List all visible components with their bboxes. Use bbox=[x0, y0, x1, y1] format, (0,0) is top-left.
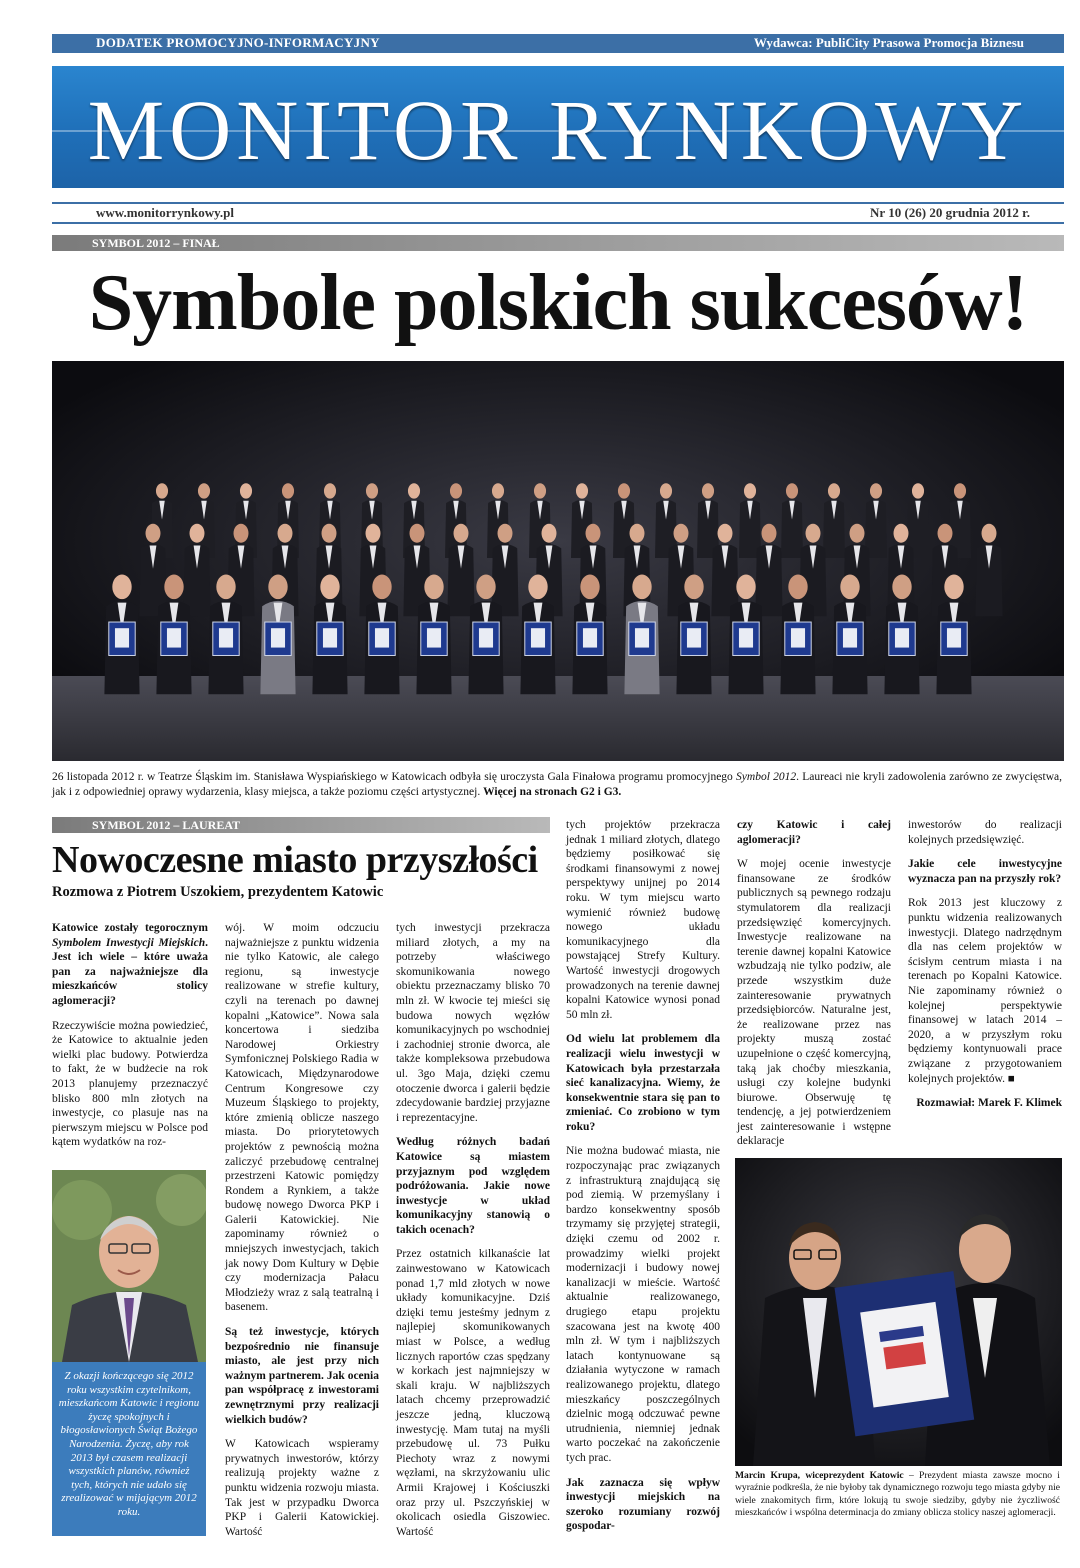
guest-head bbox=[454, 524, 469, 543]
holiday-greeting-box bbox=[52, 1362, 206, 1536]
guest-head bbox=[450, 483, 462, 498]
guest-head bbox=[408, 483, 420, 498]
guest-head bbox=[788, 575, 807, 600]
guest-head bbox=[424, 575, 443, 600]
question-1-end: . Jest ich wiele – które uważa pan za najważniejsze dla mieszkańców stolicy aglomeracji? bbox=[52, 936, 208, 1007]
guest-head bbox=[894, 524, 909, 543]
award-plaque-insert bbox=[323, 628, 337, 647]
guest-head bbox=[198, 483, 210, 498]
guest-head bbox=[762, 524, 777, 543]
guest-head bbox=[684, 575, 703, 600]
guest-head bbox=[112, 575, 131, 600]
guest-head bbox=[320, 575, 339, 600]
holiday-greeting-text: Z okazji kończącego się 2012 roku wszystkim czytelnikom, mieszkańcom Katowic i regionu życzę spokojnych i błogosławionych Świąt Bożego Narodzenia. Życzę, aby rok 2013 był czasem realizacji wszystkich planów, również tych, których nie udało się zrealizować w mijającym 2012 roku. bbox=[58, 1370, 200, 1518]
section-label-laureat bbox=[52, 817, 550, 833]
guest-head bbox=[892, 575, 911, 600]
article-column-5 bbox=[737, 818, 891, 1159]
guest-head bbox=[498, 524, 513, 543]
award-plaque-insert bbox=[375, 628, 389, 647]
section-label-final bbox=[52, 235, 1064, 251]
answer-3: Przez ostatnich kilkanaście lat zainwestowano w Katowicach ponad 1,7 mld złotych w nowe układy komunikacyjne. Dziś dzięki temu jesteśmy jednym z najlepiej skomunikowanych miast w Polsce, a według licznych raportów czas spędzany w korkach jest najmniejszy w skali kraju. W najbliższych latach chcemy przeprowadzić jeszcze jedną, kluczową inwestycję. Mam tutaj na myśli przebudowę ul. 73 Pułku Piechoty wraz z nowymi węzłami, na skrzyżowaniu ulic Armii Krajowej i Kościuszki oraz przy ul. Pszczyńskiej w okolicach osiedla Giszowiec. Wartość bbox=[396, 1248, 550, 1538]
photo-caption bbox=[52, 770, 1062, 800]
guest-head bbox=[840, 575, 859, 600]
award-plaque-insert bbox=[843, 628, 857, 647]
guest-head bbox=[736, 575, 755, 600]
caption-text-2: . Laureaci nie kryli zadowolenia zarówno ze zwycięstwa, jak i z odpowiedniej oprawy wydarzenia, klasy miejsca, a także poziomu części artystycznej. bbox=[52, 771, 1063, 798]
guest-head bbox=[870, 483, 882, 498]
supplement-label: DODATEK PROMOCYJNO-INFORMACYJNY bbox=[96, 35, 380, 50]
guest-head bbox=[674, 524, 689, 543]
award-plaque-insert bbox=[687, 628, 701, 647]
guest-head bbox=[786, 483, 798, 498]
guest-head bbox=[366, 524, 381, 543]
guest-head bbox=[828, 483, 840, 498]
website-url[interactable]: www.monitorrynkowy.pl bbox=[96, 205, 234, 220]
guest-head bbox=[806, 524, 821, 543]
guest-head bbox=[580, 575, 599, 600]
answer-3-cont: tych projektów przekracza jednak 1 miliard złotych, dlatego będziemy posiłkować się środkami finansowymi z nowej perspektywy unijnej po 2014 roku. W tym miejscu warto wymienić również budowę nowego układu komunikacyjnego dla powstającej Strefy Kultury. Wartość inwestycji drogowych prowadzonych na terenie dawnej kopalni Katowice wynosi ponad 50 mln zł. bbox=[566, 819, 720, 1021]
article-column-1 bbox=[52, 921, 208, 1160]
answer-5: W mojej ocenie inwestycje finansowane ze środków publicznych są pewnego rodzaju stymulatorem dla realizacji przedsięwzięć komercyjnych. Inwestycje realizowane na terenie dawnej kopalni Katowice wzbudzają nie tylko podziw, ale przede wszystkim duże zainteresowanie prywatnych przedsiębiorców. Naturalne jest, że realizowane przez nas projekty muszą zostać uzupełnione o część komercyjną, taką jak choćby mieszkania, usługi czy kolejne budynki biurowe. Obserwuję tę tendencję, a jej potwierdzeniem jest zainteresowanie i wstępne deklaracje bbox=[737, 858, 891, 1148]
award-caption-name: Marcin Krupa, wiceprezydent Katowic bbox=[735, 1470, 904, 1481]
guest-head bbox=[542, 524, 557, 543]
guest-head bbox=[702, 483, 714, 498]
award-plaque-insert bbox=[635, 628, 649, 647]
masthead bbox=[52, 66, 1064, 188]
portrait-illustration bbox=[52, 1170, 206, 1362]
caption-text: 26 listopada 2012 r. w Teatrze Śląskim im. Stanisława Wyspiańskiego w Katowicach odbyła się uroczysta Gala Finałowa programu promocyjnego bbox=[52, 771, 737, 783]
guest-head bbox=[630, 524, 645, 543]
guest-head bbox=[660, 483, 672, 498]
article-column-2 bbox=[225, 921, 379, 1549]
masthead-title: MONITOR RYNKOWY bbox=[87, 82, 1029, 178]
interviewer-byline: Rozmawiał: Marek F. Klimek bbox=[916, 1097, 1062, 1110]
guest-head bbox=[528, 575, 547, 600]
guest-head bbox=[268, 575, 287, 600]
question-5: Jak zaznacza się wpływ inwestycji miejskich na szeroko rozumiany rozwój gospodar- bbox=[566, 1476, 720, 1533]
award-plaque-insert bbox=[479, 628, 493, 647]
main-headline: Symbole polskich sukcesów! bbox=[88, 259, 1028, 347]
section-label-text: SYMBOL 2012 – FINAŁ bbox=[92, 236, 220, 250]
award-plaque-insert bbox=[583, 628, 597, 647]
guest-head bbox=[632, 575, 651, 600]
answer-2-cont: tych inwestycji przekracza miliard złotych, a my na potrzeby właściwego skomunikowania nowego obiektu przeznaczamy blisko 70 mln zł. W kwocie tej mieści się budowa nowych węzłów komunikacyjnych po wschodniej i zachodniej stronie dworca, ale także kompleksowa przebudowa ul. 3go Maja, dzięki czemu otoczenie dworca i galerii będzie zdecydowanie bardziej przyjazne i reprezentacyjne. bbox=[396, 922, 550, 1124]
guest-head bbox=[322, 524, 337, 543]
guest-head bbox=[618, 483, 630, 498]
question-1-italic: Symbolem Inwestycji Miejskich bbox=[52, 936, 206, 949]
award-plaque-insert bbox=[947, 628, 961, 647]
question-1: Katowice zostały tegorocznym bbox=[52, 922, 208, 934]
answer-4: Nie można budować miasta, nie rozpoczynając prac związanych z infrastrukturą znajdującą się pod ziemią. W przemyślany i bardzo konsekwentny sposób trzymamy się przyjętej strategii, dzięki czemu od 2002 r. prowadzimy wielki projekt modernizacji i budowy nowej kanalizacji w mieście. Wartość aktualnie realizowanego, drugiego etapu projektu szacowana jest na kwotę 400 mln zł. W tym i najbliższych latach kontynuowane są działania wytyczone w ramach realizowanego projektu, dlatego mieszkańcy poszczególnych dzielnic mogą odczuwać pewne utrudnienia, niemniej jednak warto poczekać na zakończenie tych prac. bbox=[566, 1145, 720, 1464]
award-caption-text: – Prezydent miasta zawsze mocno i wyraźnie podkreśla, że nie byłoby tak dynamicznego rozwoju tego miasta gdyby nie wiele znakomitych firm, które lokują tu swoje siedziby, gdyby nie życzliwość mieszkańców i wspólna determinacja do zmiany oblicza stolicy naszej aglomeracji. bbox=[735, 1470, 1060, 1519]
guest-head bbox=[164, 575, 183, 600]
award-handover-photo bbox=[735, 1158, 1062, 1466]
article-subtitle: Rozmowa z Piotrem Uszokiem, prezydentem Katowic bbox=[52, 884, 384, 900]
guest-head bbox=[586, 524, 601, 543]
article-column-4 bbox=[566, 818, 720, 1544]
portrait-photo-president bbox=[52, 1170, 206, 1362]
award-plaque-insert bbox=[167, 628, 181, 647]
guest-head bbox=[216, 575, 235, 600]
guest-head bbox=[576, 483, 588, 498]
guest-head bbox=[476, 575, 495, 600]
guest-head bbox=[938, 524, 953, 543]
article-headline: Nowoczesne miasto przyszłości bbox=[52, 839, 538, 881]
answer-5-cont: inwestorów do realizacji kolejnych przedsięwzięć. bbox=[908, 819, 1062, 846]
guest-head bbox=[190, 524, 205, 543]
guest-head bbox=[278, 524, 293, 543]
guest-head bbox=[366, 483, 378, 498]
award-plaque-insert bbox=[739, 628, 753, 647]
question-3: Według różnych badań Katowice są miastem przyjaznym pod względem podróżowania. Jakie nowe inwestycje w układ komunikacyjny stanowią o takich ocenach? bbox=[396, 1136, 550, 1236]
guest-head bbox=[410, 524, 425, 543]
award-plaque-insert bbox=[895, 628, 909, 647]
section-label-text-2: SYMBOL 2012 – LAUREAT bbox=[92, 818, 241, 832]
answer-1: Rzeczywiście można powiedzieć, że Katowice to aktualnie jeden wielki plac budowy. Potwierdza to fakt, że w budżecie na rok 2013 planujemy przeznaczyć blisko 800 mln złotych na inwestycje, co plasuje nas na pierwszym miejscu w Polsce pod kątem wydatków na roz- bbox=[52, 1019, 208, 1149]
answer-1-cont: wój. W moim odczuciu najważniejsze z punktu widzenia nie tylko Katowic, ale całego regionu, są inwestycje realizowane w strefie kultury, czyli na terenach po dawnej kopalni „Katowice”. Nowa sala koncertowa i siedziba Narodowej Orkiestry Symfonicznej Polskiego Radia w Katowicach, Międzynarodowe Centrum Kongresowe czy Muzeum Śląskiego to projekty, które zmienią oblicze naszego miasta. Do priorytetowych projektów z pewnością można zaliczyć przebudowę centralnej przestrzeni Katowic pomiędzy Rondem a Rynkiem, a także budowę nowego Dworca PKP i Galerii Katowickiej. Nie zapominamy również o mniejszych inwestycjach, takich jak nowy Dom Kultury w Dębie czy modernizacja Pałacu Młodzieży wraz z salą teatralną i basenem. bbox=[225, 922, 379, 1314]
award-plaque-insert bbox=[115, 628, 129, 647]
question-6: Jakie cele inwestycyjne wyznacza pan na przyszły rok? bbox=[908, 858, 1062, 885]
guest-head bbox=[146, 524, 161, 543]
guest-head bbox=[240, 483, 252, 498]
guest-head bbox=[372, 575, 391, 600]
guest-head bbox=[534, 483, 546, 498]
guest-head bbox=[850, 524, 865, 543]
caption-more-link: Więcej na stronach G2 i G3. bbox=[483, 786, 622, 798]
question-2: Są też inwestycje, których bezpośrednio nie finansuje miasto, ale jest przy nich ważnym partnerem. Jak ocenia pan współpracę z inwestorami zewnętrznymi przy realizacji wielkich budów? bbox=[225, 1326, 379, 1426]
award-plaque-insert bbox=[791, 628, 805, 647]
guest-head bbox=[492, 483, 504, 498]
article-column-3 bbox=[396, 921, 550, 1549]
article-column-6 bbox=[908, 818, 1062, 1121]
guest-head bbox=[718, 524, 733, 543]
guest-head bbox=[912, 483, 924, 498]
award-plaque-insert bbox=[531, 628, 545, 647]
question-4: Od wielu lat problemem dla realizacji wielu inwestycji w Katowicach była przestarzała sieć kanalizacyjna. Wiemy, że konsekwentnie stara się pan to zmieniać. Co zrobiono w tym roku? bbox=[566, 1033, 720, 1133]
issue-number: Nr 10 (26) 20 grudnia 2012 r. bbox=[870, 205, 1030, 220]
award-plaque-insert bbox=[219, 628, 233, 647]
award-plaque-insert bbox=[427, 628, 441, 647]
question-5-end: czy Katowic i całej aglomeracji? bbox=[737, 819, 891, 846]
guest-head bbox=[954, 483, 966, 498]
top-banner bbox=[52, 34, 1064, 53]
guest-head bbox=[234, 524, 249, 543]
guest-head bbox=[944, 575, 963, 600]
issue-line bbox=[52, 202, 1064, 224]
guest-head bbox=[156, 483, 168, 498]
award-photo-caption bbox=[735, 1470, 1060, 1520]
guest-head bbox=[744, 483, 756, 498]
caption-italic: Symbol 2012 bbox=[736, 771, 797, 783]
gala-group-photo bbox=[52, 361, 1064, 761]
guest-head bbox=[982, 524, 997, 543]
gala-photo-illustration bbox=[52, 361, 1064, 761]
guest-head bbox=[282, 483, 294, 498]
publisher-label: Wydawca: PubliCity Prasowa Promocja Biznesu bbox=[753, 35, 1024, 50]
award-photo-illustration bbox=[735, 1158, 1062, 1466]
answer-6: Rok 2013 jest kluczowy z punktu widzenia realizowanych inwestycji. Dlatego nadrzędnym dla nas celem projektów w ścisłym centrum miasta i na terenach po Kopalni Katowice. Nie zapominamy również o kolejnej perspektywie finansowej w latach 2014 – 2020, a w przyszłym roku będziemy kontynuowali prace związane z przygotowaniem kolejnych projektów. ■ bbox=[908, 897, 1062, 1085]
award-plaque-insert bbox=[271, 628, 285, 647]
guest-head bbox=[324, 483, 336, 498]
answer-2: W Katowicach wspieramy prywatnych inwestorów, którzy realizują projekty ważne z punktu widzenia rozwoju miasta. Tak jest w przypadku Dworca PKP i Galerii Katowickiej. Wartość bbox=[225, 1438, 379, 1538]
